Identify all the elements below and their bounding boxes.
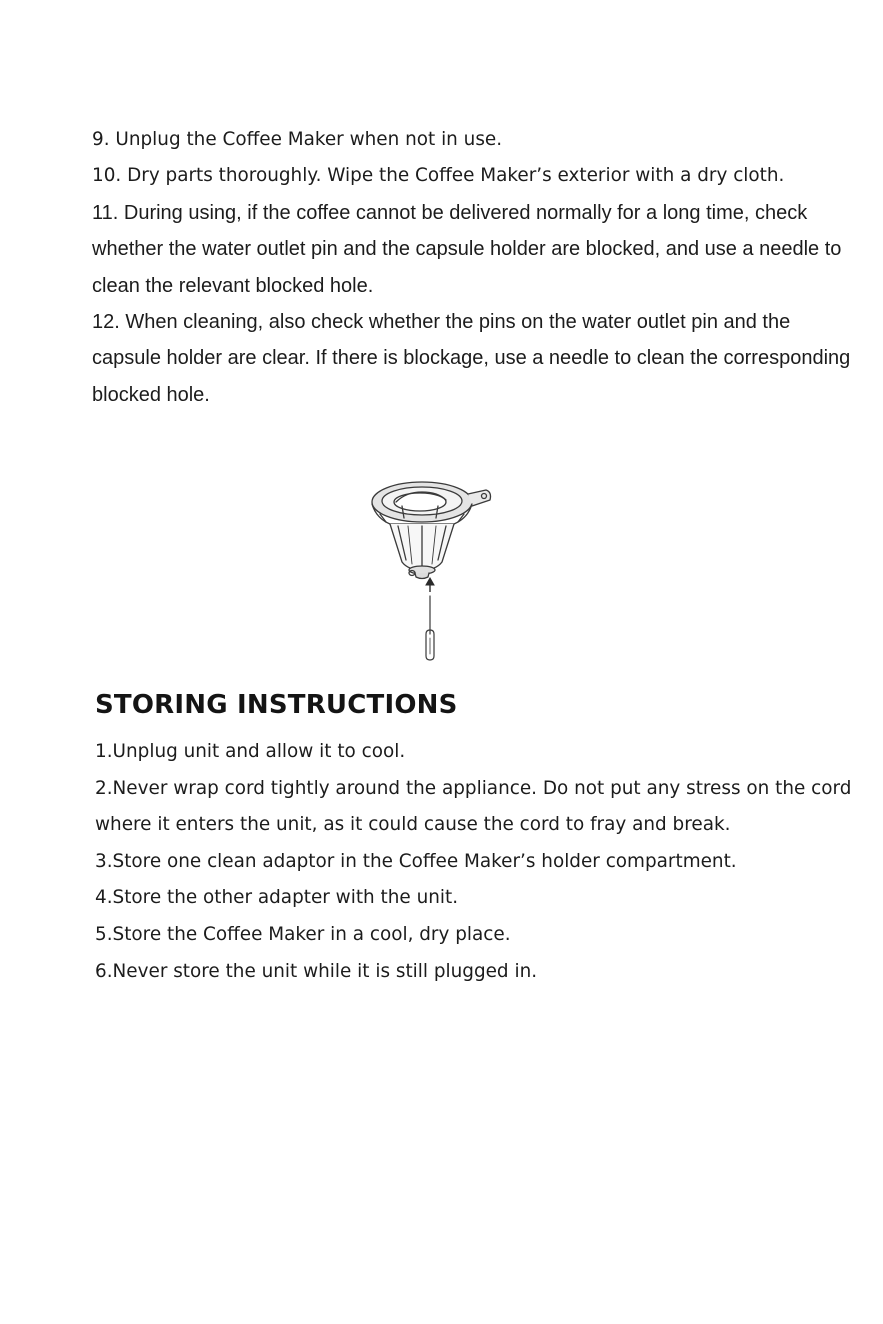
care-item-12: 12. When cleaning, also check whether the pins on the water outlet pin and the capsule holder are clear. If there is blockage, use a needle to clean the corresponding blocked hole. <box>92 311 851 406</box>
care-instructions-list <box>92 122 852 413</box>
care-item-9: 9. Unplug the Coffee Maker when not in use. <box>92 129 503 150</box>
care-item-10: 10. Dry parts thoroughly. Wipe the Coffee Maker’s exterior with a dry cloth. <box>92 165 785 187</box>
storing-instructions-heading: STORING INSTRUCTIONS <box>95 690 458 720</box>
storing-instructions-list <box>95 734 855 990</box>
storing-item-3: 3.Store one clean adaptor in the Coffee Maker’s holder compartment. <box>95 850 737 872</box>
storing-item-1: 1.Unplug unit and allow it to cool. <box>95 741 406 762</box>
storing-item-2: 2.Never wrap cord tightly around the appliance. Do not put any stress on the cord where it enters the unit, as it could cause the cord to fray and break. <box>95 777 852 836</box>
storing-item-6: 6.Never store the unit while it is still plugged in. <box>95 960 538 982</box>
capsule-holder-needle-illustration <box>360 474 510 664</box>
storing-item-4: 4.Store the other adapter with the unit. <box>95 887 459 909</box>
care-item-11: 11. During using, if the coffee cannot be delivered normally for a long time, check whether the water outlet pin and the capsule holder are blocked, and use a needle to clean the relevant blocked hole. <box>92 201 842 297</box>
storing-item-5: 5.Store the Coffee Maker in a cool, dry place. <box>95 923 511 945</box>
